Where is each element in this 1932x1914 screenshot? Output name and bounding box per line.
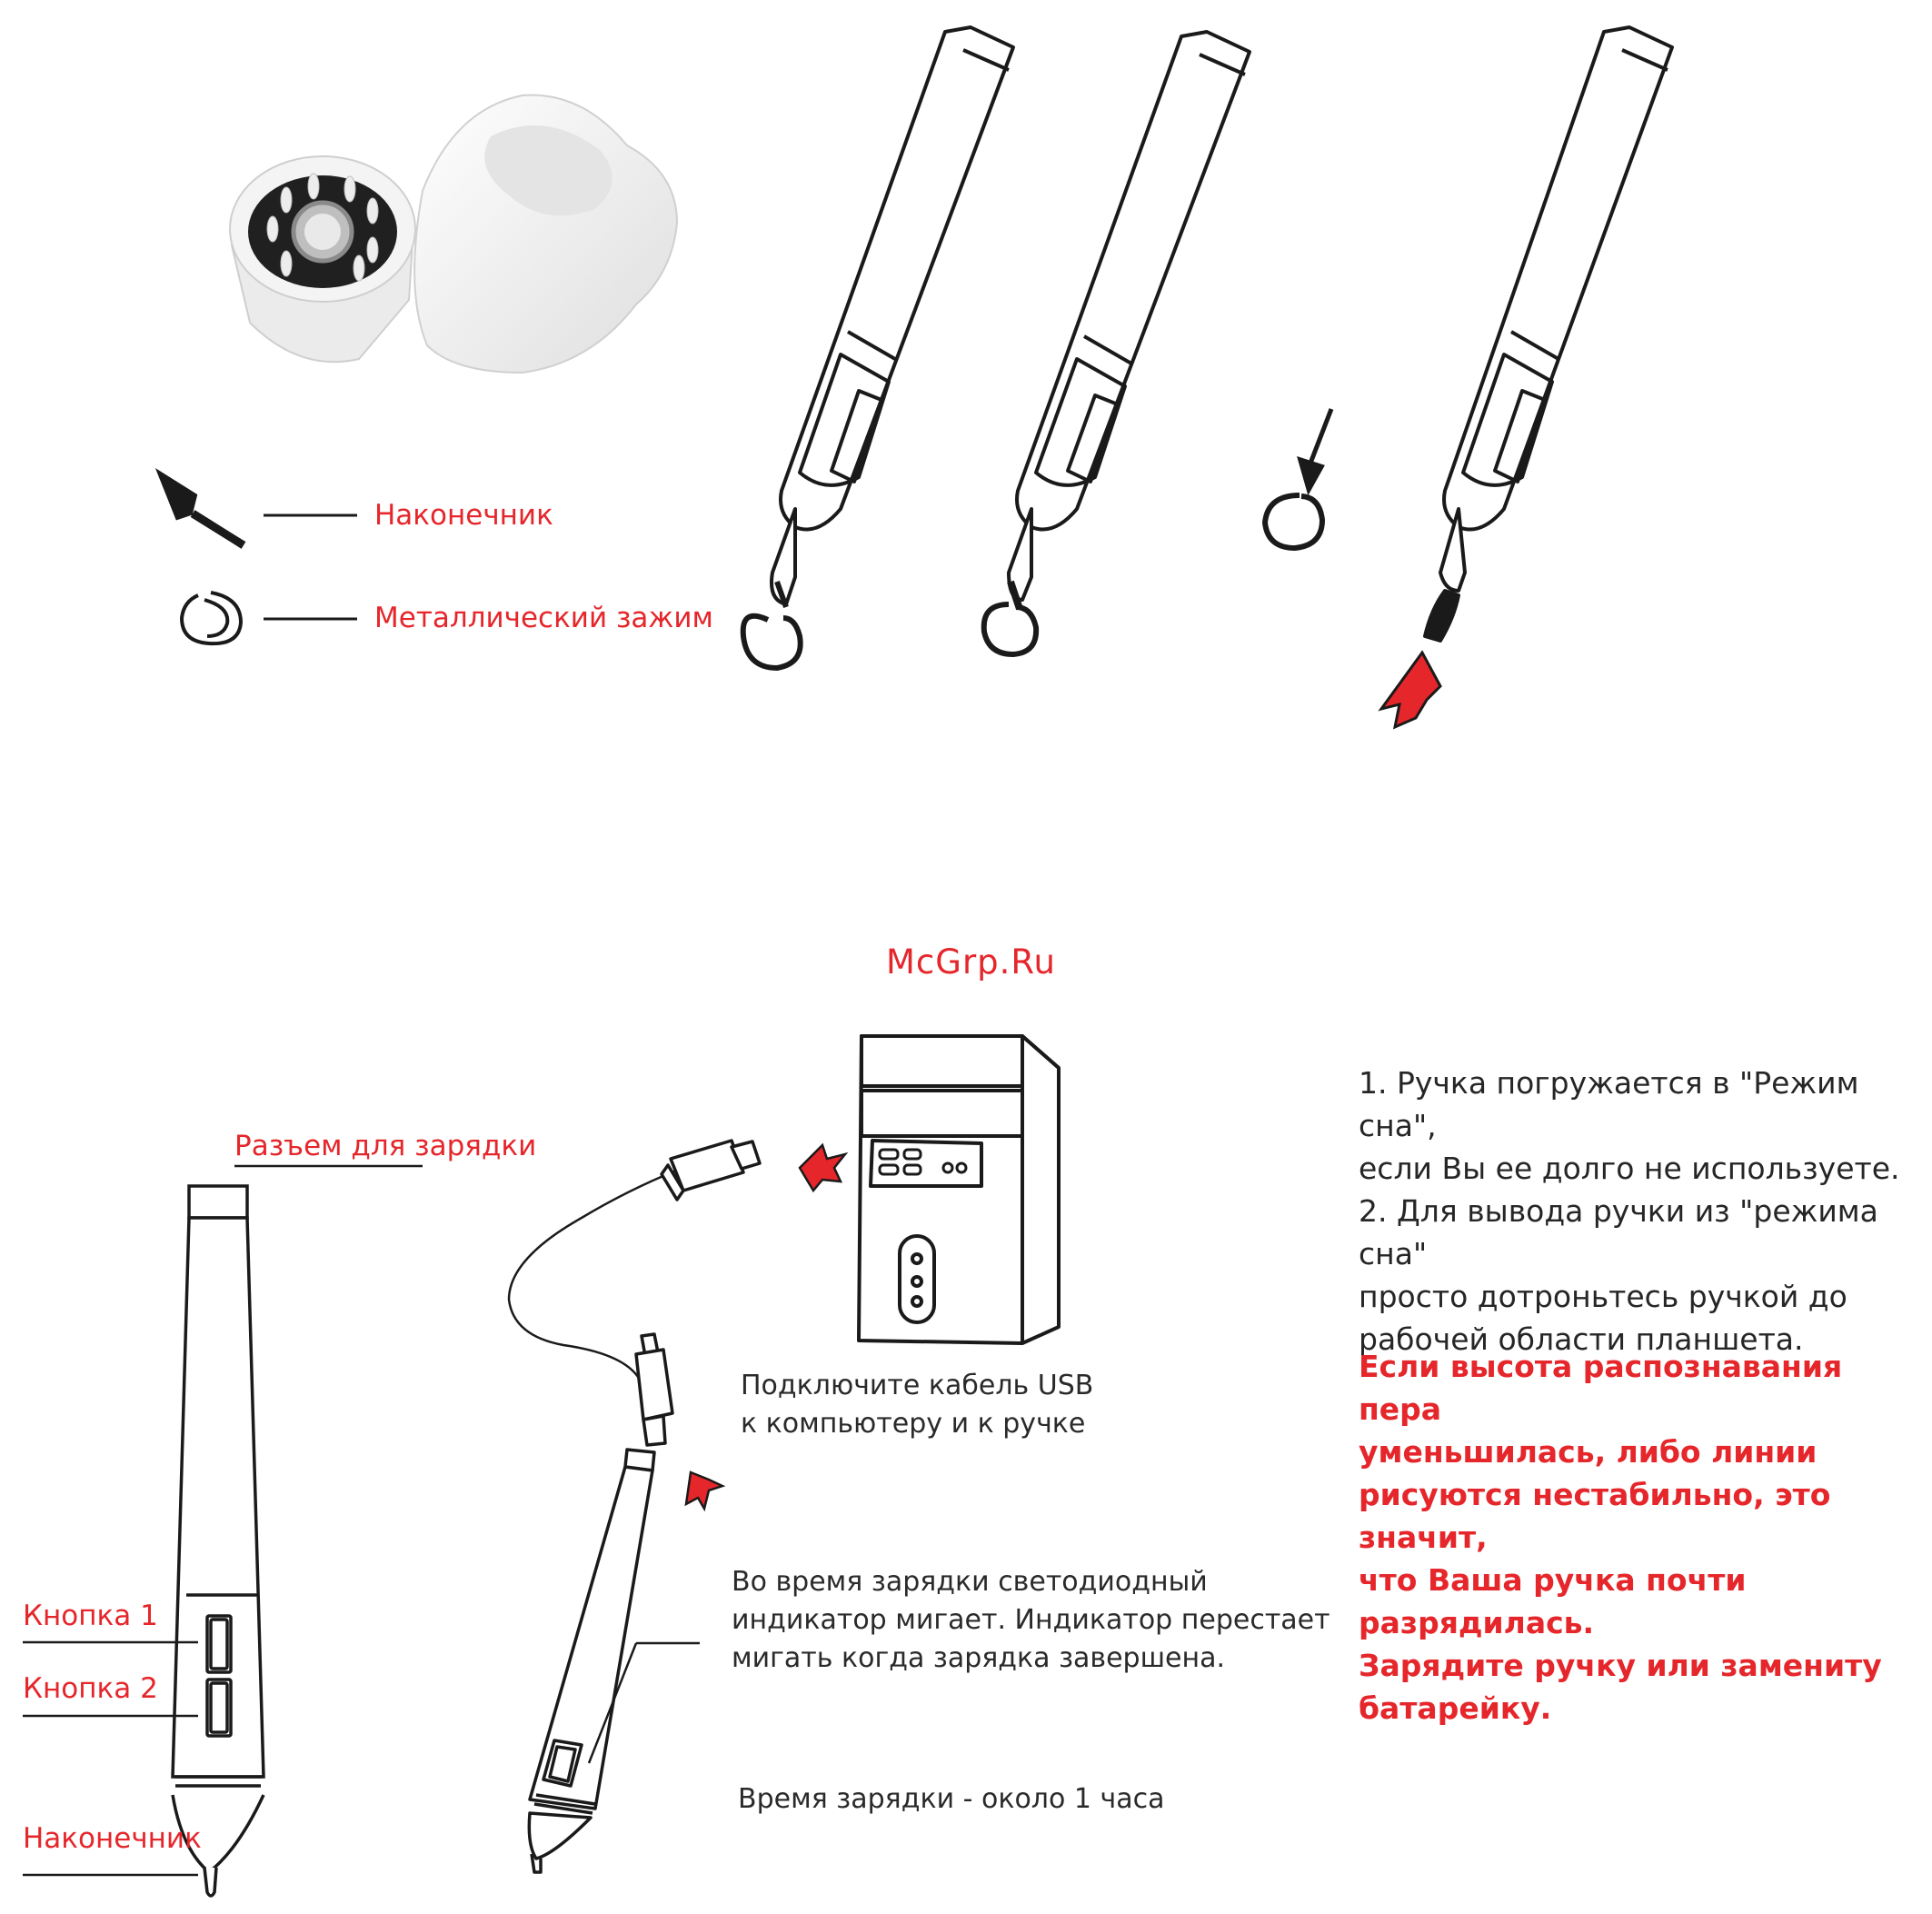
arrow-to-computer-icon <box>800 1145 845 1191</box>
charging-port-label: Разъем для зарядки <box>234 1130 537 1162</box>
pen-sketch-3 <box>1425 27 1672 641</box>
pen-diagram-large <box>173 1186 264 1896</box>
button2-label: Кнопка 2 <box>23 1672 158 1705</box>
computer-tower <box>859 1036 1059 1343</box>
arrow-to-pen-icon <box>686 1472 722 1509</box>
charging-pen-sketch <box>529 1450 654 1872</box>
sleep-mode-notes: 1. Ручка погружается в "Режим сна", если Вы ее долго не используете. 2. Для вывода ручки из "режима сна" просто дотроньтесь ручкой до рабочей области планшета. <box>1359 1065 1900 1357</box>
legend-clamp-label: Металлический зажим <box>374 602 713 634</box>
watermark: McGrp.Ru <box>886 942 1056 982</box>
pen-sketch-2 <box>984 32 1250 654</box>
clamp-icon <box>182 593 241 643</box>
usb-cable <box>509 1141 760 1445</box>
charge-time: Время зарядки - около 1 часа <box>738 1783 1165 1815</box>
pen-sketch-1 <box>743 27 1013 668</box>
clamp-with-nib <box>1265 409 1331 548</box>
insert-arrow-icon <box>1381 653 1440 727</box>
usb-instruction: Подключите кабель USB к компьютеру и к ручке <box>741 1370 1094 1440</box>
led-instruction: Во время зарядки светодиодный индикатор мигает. Индикатор перестает мигать когда зарядка завершена. <box>732 1566 1330 1674</box>
legend-nib-label: Наконечник <box>374 499 553 532</box>
nib-icon <box>159 473 244 545</box>
button1-label: Кнопка 1 <box>23 1600 158 1632</box>
nib-label: Наконечник <box>23 1822 202 1855</box>
nib-holder-photo <box>230 95 677 373</box>
battery-warning: Если высота распознавания пера уменьшилась, либо линии рисуются нестабильно, это значит, что Ваша ручка почти разрядилась. Зарядите ручку или замениту батарейку. <box>1359 1349 1882 1726</box>
